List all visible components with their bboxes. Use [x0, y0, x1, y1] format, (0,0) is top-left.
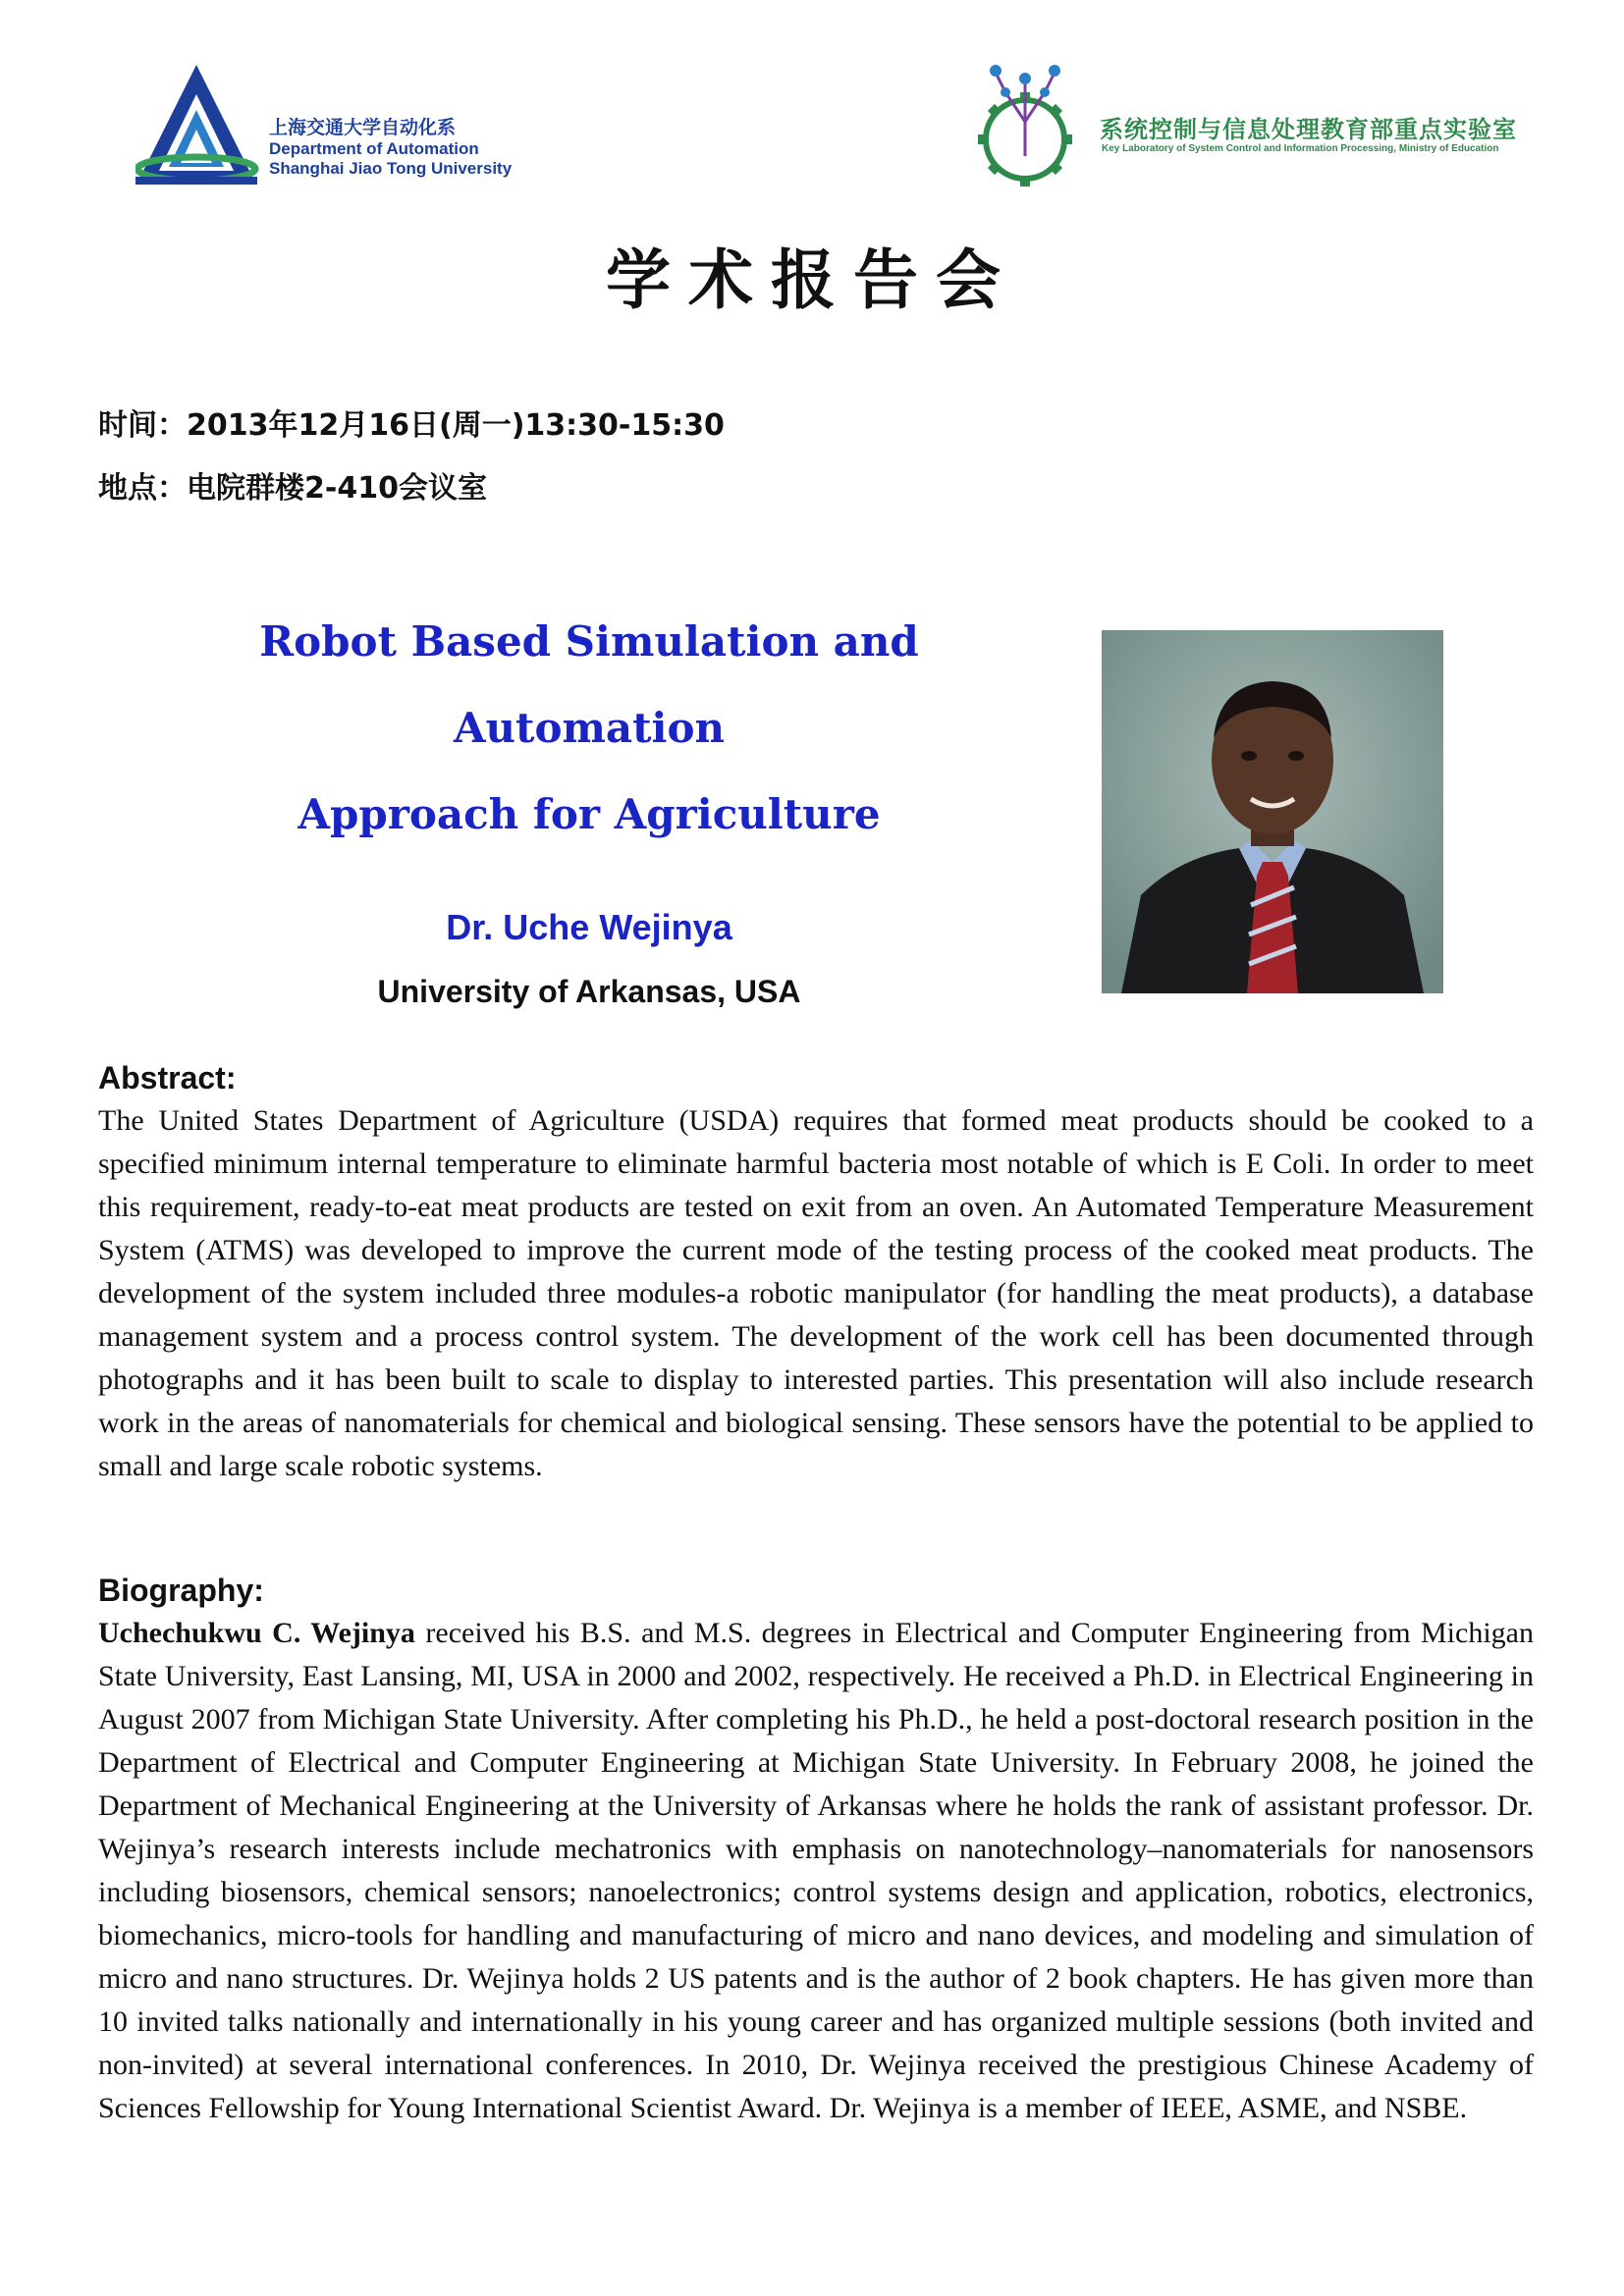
abstract-text: The United States Department of Agriculture (USDA) requires that formed meat products should be cooked to a specified minimum internal temperature to eliminate harmful bacteria most notable of which is E Coli. In order to meet this requirement, ready-to-eat meat products are tested on exit from an oven. An Automated Temperature Measurement System (ATMS) was developed to improve the current mode of the testing process of the cooked meat products. The development of the system included three modules-a robotic manipulator (for handling the meat products), a database management system and a process control system. The development of the work cell has been documented through photographs and it has been built to scale to display to interested parties. This presentation will also include research work in the areas of nanomaterials for chemical and biological sensing. These sensors have the potential to be applied to small and large scale robotic systems.	[98, 1104, 1534, 1482]
event-time: 时间：2013年12月16日(周一)13:30-15:30	[98, 408, 725, 443]
talk-title	[147, 599, 1031, 858]
talk-title-line1: Robot Based Simulation and Automation	[259, 617, 919, 752]
event-place: 地点：电院群楼2-410会议室	[98, 471, 487, 506]
speaker-photo	[1102, 630, 1443, 993]
abstract-heading: Abstract:	[98, 1060, 237, 1095]
speaker-affiliation: University of Arkansas, USA	[377, 974, 801, 1009]
talk-title-line2: Approach for Agriculture	[298, 790, 881, 838]
document-title: 学术报告会	[606, 241, 1018, 318]
key-lab-logo	[966, 63, 1516, 190]
sjtu-automation-logo	[135, 61, 548, 188]
logo-left-en2: Shanghai Jiao Tong University	[269, 159, 513, 178]
triangle-a-logo-icon	[135, 61, 263, 188]
logo-left-en1: Department of Automation	[269, 139, 479, 158]
logo-right-cn: 系统控制与信息处理教育部重点实验室	[1100, 116, 1517, 143]
logo-left-cn: 上海交通大学自动化系	[269, 118, 457, 138]
biography-name: Uchechukwu C. Wejinya	[98, 1617, 415, 1649]
biography-body: received his B.S. and M.S. degrees in Electrical and Computer Engineering from Michigan State University, East Lansing, MI, USA in 2000 and 2002, respectively. He received a Ph.D. in Electrical Engineering in August 2007 from Michigan State University. After completing his Ph.D., he held a post-doctoral research position in the Department of Electrical and Computer Engineering at Michigan State University. In February 2008, he joined the Department of Mechanical Engineering at the University of Arkansas where he holds the rank of assistant professor. Dr. Wejinya’s research interests include mechatronics with emphasis on nanotechnology–nanomaterials for nanosensors including biosensors, chemical sensors; nanoelectronics; control systems design and application, robotics, electronics, biomechanics, micro-tools for handling and manufacturing of micro and nano devices, and modeling and simulation of micro and nano structures. Dr. Wejinya holds 2 US patents and is the author of 2 book chapters. He has given more than 10 invited talks nationally and internationally in his young career and has organized multiple sessions (both invited and non-invited) at several international conferences. In 2010, Dr. Wejinya received the prestigious Chinese Academy of Sciences Fellowship for Young International Scientist Award. Dr. Wejinya is a member of IEEE, ASME, and NSBE.	[98, 1617, 1534, 2124]
biography-heading: Biography:	[98, 1573, 264, 1608]
biography-text	[98, 1612, 1534, 2130]
speaker-name: Dr. Uche Wejinya	[446, 907, 732, 947]
logo-right-en: Key Laboratory of System Control and Information Processing, Ministry of Education	[1102, 143, 1499, 154]
gear-circuit-logo-icon	[966, 63, 1090, 190]
